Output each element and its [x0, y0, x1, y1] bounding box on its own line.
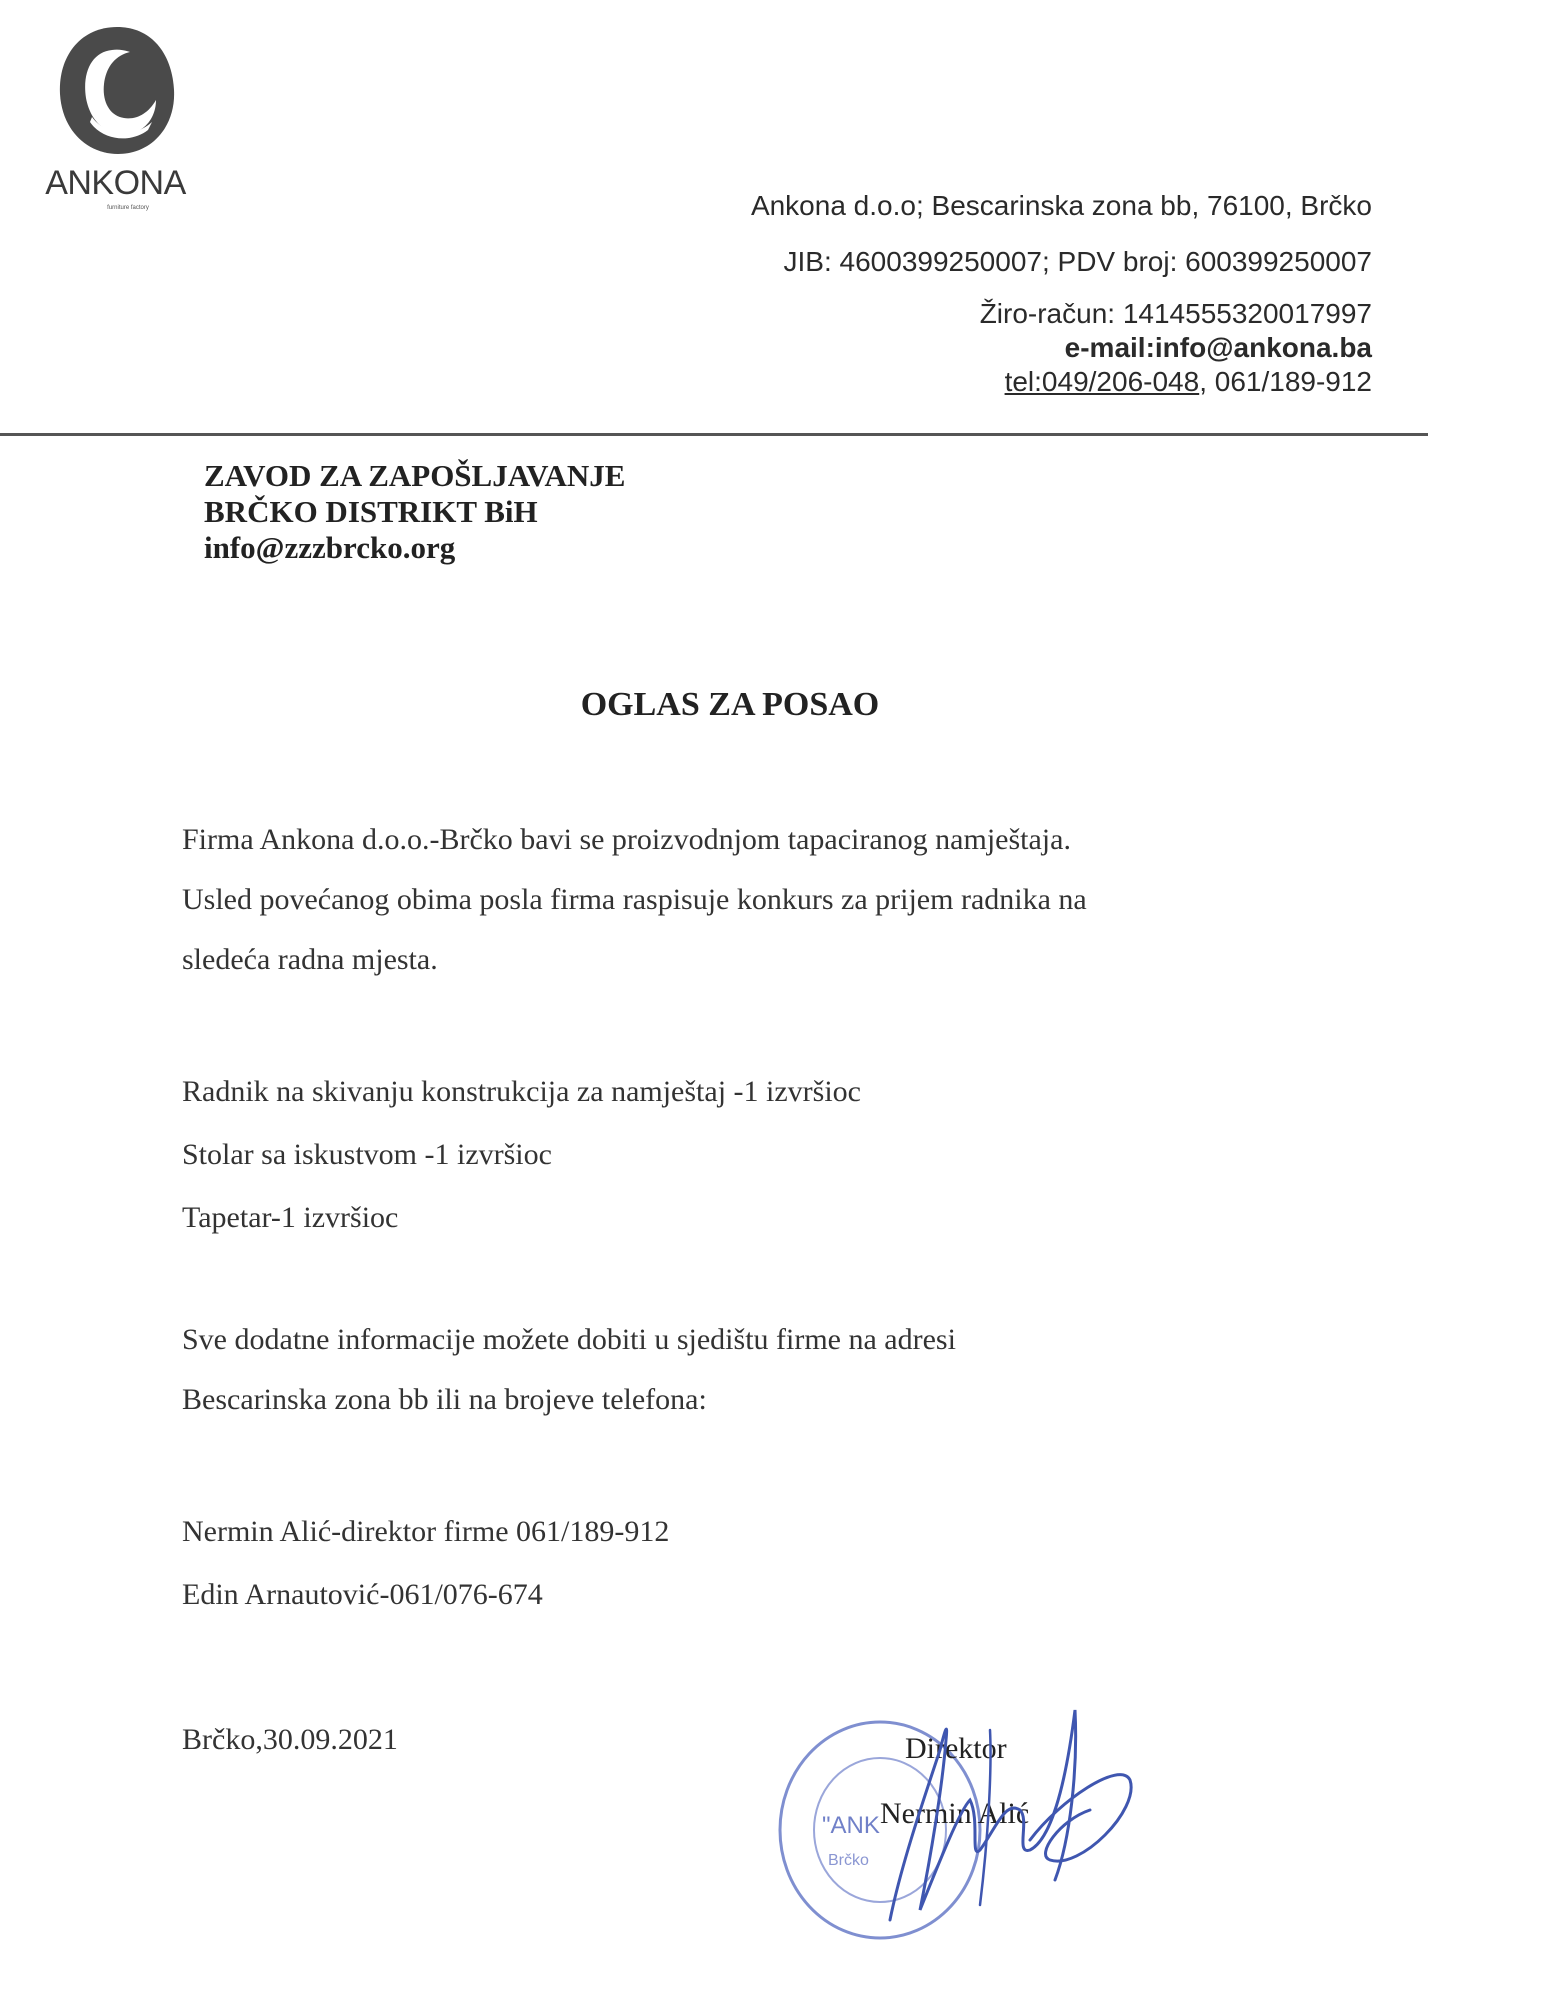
company-email: e-mail:info@ankona.ba [1064, 332, 1372, 363]
document-date: Brčko,30.09.2021 [182, 1723, 398, 1756]
position-item: Stolar sa iskustvom -1 izvršioc [182, 1138, 552, 1171]
intro-line: Firma Ankona d.o.o.-Brčko bavi se proizvodnjom tapaciranog namještaja. [182, 823, 1071, 856]
positions-list [182, 1060, 861, 1249]
company-contact-block [751, 192, 1372, 396]
company-account: Žiro-račun: 1414555320017997 [979, 298, 1372, 329]
recipient-line-1: ZAVOD ZA ZAPOŠLJAVANJE [204, 458, 626, 493]
signatory-name: Nermin Alić [880, 1797, 1030, 1830]
intro-line: sledeća radna mjesta. [182, 943, 438, 976]
info-line: Bescarinska zona bb ili na brojeve telefona: [182, 1383, 707, 1416]
signatory-title: Direktor [905, 1732, 1007, 1765]
intro-paragraph [182, 810, 1087, 990]
contact-persons [182, 1500, 669, 1626]
info-paragraph [182, 1310, 956, 1430]
chair-logo-icon [52, 22, 182, 167]
info-line: Sve dodatne informacije možete dobiti u sjedištu firme na adresi [182, 1323, 956, 1356]
recipient-line-2: BRČKO DISTRIKT BiH [204, 494, 538, 529]
position-item: Radnik na skivanju konstrukcija za namještaj -1 izvršioc [182, 1075, 861, 1108]
header-divider [0, 433, 1428, 436]
company-phone [751, 368, 1372, 396]
recipient-email: info@zzzbrcko.org [204, 530, 456, 565]
phone-link[interactable]: tel:049/206-048 [1004, 366, 1200, 397]
svg-text:"ANK: "ANK [822, 1812, 880, 1839]
svg-text:Brčko: Brčko [828, 1852, 869, 1869]
recipient-block [204, 458, 625, 566]
document-title: OGLAS ZA POSAO [580, 686, 880, 723]
intro-line: Usled povećanog obima posla firma raspisuje konkurs za prijem radnika na [182, 883, 1087, 916]
phone-extra: , 061/189-912 [1199, 366, 1372, 397]
position-item: Tapetar-1 izvršioc [182, 1201, 399, 1234]
logo-tagline: furniture factory [107, 205, 149, 211]
logo-wordmark: ANKONA [45, 164, 186, 202]
contact-person: Nermin Alić-direktor firme 061/189-912 [182, 1515, 670, 1548]
contact-person: Edin Arnautović-061/076-674 [182, 1578, 543, 1611]
company-address: Ankona d.o.o; Bescarinska zona bb, 76100, Brčko [750, 190, 1372, 221]
handwritten-signature-icon [830, 1690, 1160, 1940]
company-tax-ids: JIB: 4600399250007; PDV broj: 600399250007 [783, 246, 1372, 277]
company-logo [28, 22, 203, 222]
